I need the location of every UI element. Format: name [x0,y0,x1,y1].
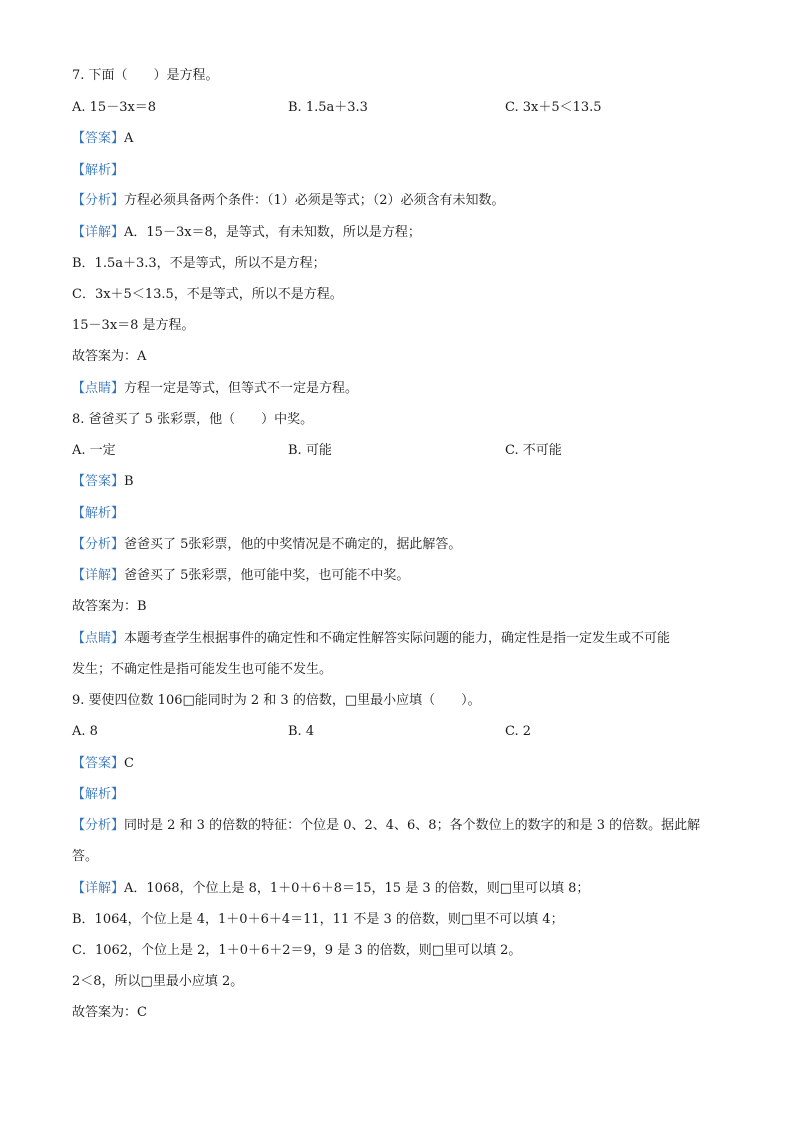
xiangjie-tag: 【详解】 [72,568,125,583]
q7-dianjing: 方程一定是等式，但等式不一定是方程。 [124,381,359,396]
fenxi-tag: 【分析】 [72,537,125,552]
q9-option-b: B. 4 [288,724,315,739]
q9-stem: 9. 要使四位数 106□能同时为 2 和 3 的倍数，□里最小应填（ ）。 [72,693,481,708]
q7-xiangjie: A．15－3x＝8，是等式，有未知数，所以是方程； [124,225,421,240]
q9-answer: C [124,756,134,771]
q7-fenxi: 方程必须具备两个条件：（1）必须是等式；（2）必须含有未知数。 [124,193,505,208]
q8-option-b: B. 可能 [288,443,332,458]
q8-xiangjie-line [72,567,409,585]
q7-option-a: A. 15－3x＝8 [72,100,157,115]
q8-xiangjie: 爸爸买了 5张彩票，他可能中奖，也可能不中奖。 [124,568,410,583]
answer-tag: 【答案】 [72,474,125,489]
q8-dianjing-2: 发生；不确定性是指可能发生也可能不发生。 [72,662,333,677]
q7-xiangjie-line [72,224,421,242]
q7-answer: A [124,131,134,146]
q9-final-answer: 故答案为：C [72,1005,147,1020]
dianjing-tag: 【点睛】 [72,631,125,646]
q7-option-c: C. 3x＋5＜13.5 [505,100,602,115]
q8-dianjing-1: 本题考查学生根据事件的确定性和不确定性解答实际问题的能力，确定性是指一定发生或不可能 [124,631,671,646]
fenxi-tag: 【分析】 [72,818,125,833]
q7-option-b: B. 1.5a＋3.3 [288,100,368,115]
q9-line-b: B．1064，个位上是 4，1＋0＋6＋4＝11，11 不是 3 的倍数，则□里不可以填 4； [72,912,564,927]
q7-line-b: B．1.5a＋3.3，不是等式，所以不是方程； [72,256,326,271]
q9-line-c: C．1062，个位上是 2，1＋0＋6＋2＝9，9 是 3 的倍数，则□里可以填 2。 [72,943,522,958]
q9-fenxi-2: 答。 [72,849,99,864]
q7-line-c: C．3x＋5＜13.5，不是等式，所以不是方程。 [72,287,343,302]
q8-final-answer: 故答案为：B [72,599,147,614]
q8-fenxi: 爸爸买了 5张彩票，他的中奖情况是不确定的，据此解答。 [124,537,462,552]
q9-xiangjie-line [72,880,589,898]
answer-tag: 【答案】 [72,756,125,771]
q7-jiexi-tag: 【解析】 [72,163,125,178]
q7-fenxi-line [72,192,505,210]
q9-fenxi-line [72,817,700,835]
q8-answer-line [72,473,134,491]
q7-final-answer: 故答案为：A [72,349,147,364]
q8-fenxi-line [72,536,461,554]
q9-option-c: C. 2 [505,724,532,739]
q8-answer: B [124,474,134,489]
q9-answer-line [72,755,134,773]
q8-option-c: C. 不可能 [505,443,562,458]
answer-tag: 【答案】 [72,131,125,146]
q7-answer-line [72,130,133,148]
q9-jiexi-tag: 【解析】 [72,787,125,802]
q8-option-a: A. 一定 [72,443,116,458]
q7-conclusion: 15－3x＝8 是方程。 [72,318,195,333]
q8-stem: 8. 爸爸买了 5 张彩票，他（ ）中奖。 [72,412,314,427]
q9-conclusion: 2＜8，所以□里最小应填 2。 [72,974,244,989]
q9-option-a: A. 8 [72,724,98,739]
q8-jiexi-tag: 【解析】 [72,506,125,521]
xiangjie-tag: 【详解】 [72,881,125,896]
q7-dianjing-line [72,380,358,398]
dianjing-tag: 【点睛】 [72,381,125,396]
q8-dianjing-line [72,630,670,648]
xiangjie-tag: 【详解】 [72,225,125,240]
q7-stem: 7. 下面（ ）是方程。 [72,68,219,83]
q9-xiangjie: A．1068，个位上是 8，1＋0＋6＋8＝15，15 是 3 的倍数，则□里可以填 8； [124,881,590,896]
q9-fenxi-1: 同时是 2 和 3 的倍数的特征：个位是 0、2、4、6、8；各个数位上的数字的和是 3 的倍数。据此解 [124,818,701,833]
fenxi-tag: 【分析】 [72,193,125,208]
